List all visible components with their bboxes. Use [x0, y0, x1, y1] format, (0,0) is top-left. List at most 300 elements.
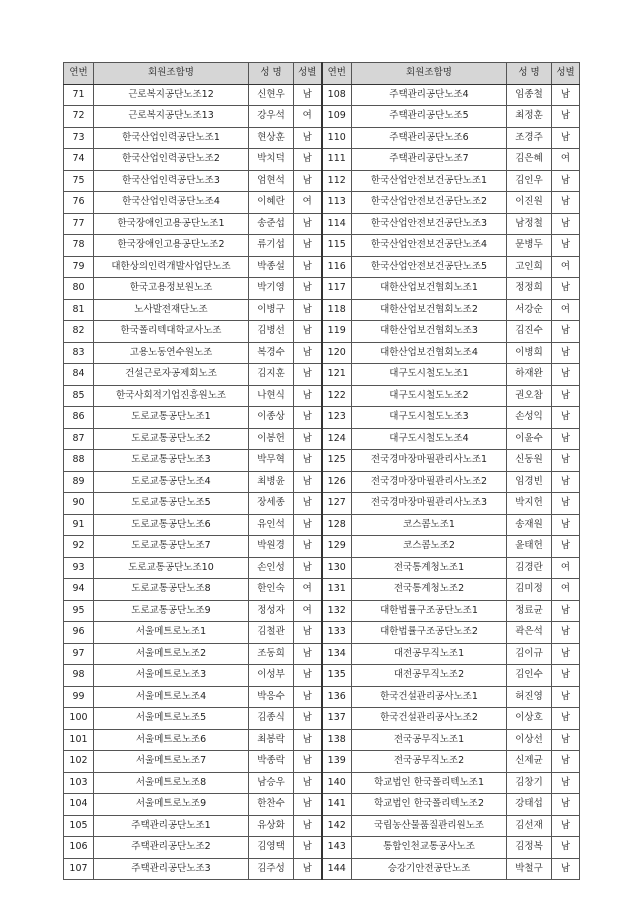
- cell-name: 유인석: [249, 514, 294, 536]
- cell-no: 79: [64, 256, 94, 278]
- table-row: [64, 321, 580, 343]
- cell-no: 94: [64, 579, 94, 601]
- cell-no: 114: [322, 213, 352, 235]
- cell-sex: 남: [294, 385, 322, 407]
- cell-sex: 남: [552, 837, 580, 859]
- cell-no: 131: [322, 579, 352, 601]
- cell-name: 이혜란: [249, 192, 294, 214]
- cell-name: 조경주: [507, 127, 552, 149]
- cell-no: 82: [64, 321, 94, 343]
- table-row: [64, 708, 580, 730]
- cell-sex: 남: [552, 127, 580, 149]
- cell-sex: 여: [552, 299, 580, 321]
- cell-name: 박종설: [249, 256, 294, 278]
- cell-sex: 남: [552, 493, 580, 515]
- cell-no: 109: [322, 106, 352, 128]
- cell-no: 78: [64, 235, 94, 257]
- cell-union: 대한산업보건협회노조4: [352, 342, 507, 364]
- cell-name: 고인희: [507, 256, 552, 278]
- cell-no: 74: [64, 149, 94, 171]
- cell-name: 정성자: [249, 600, 294, 622]
- cell-name: 박종락: [249, 751, 294, 773]
- cell-name: 김선재: [507, 815, 552, 837]
- header-sex: 성별: [294, 63, 322, 85]
- cell-no: 100: [64, 708, 94, 730]
- cell-sex: 남: [552, 342, 580, 364]
- cell-union: 도로교통공단노조6: [94, 514, 249, 536]
- cell-union: 전국공무직노조1: [352, 729, 507, 751]
- cell-sex: 여: [294, 106, 322, 128]
- cell-no: 112: [322, 170, 352, 192]
- cell-no: 123: [322, 407, 352, 429]
- cell-union: 한국산업안전보건공단노조5: [352, 256, 507, 278]
- cell-name: 정료균: [507, 600, 552, 622]
- cell-union: 대한산업보건협회노조3: [352, 321, 507, 343]
- cell-no: 99: [64, 686, 94, 708]
- header-name: 성 명: [249, 63, 294, 85]
- cell-name: 엄현석: [249, 170, 294, 192]
- cell-no: 83: [64, 342, 94, 364]
- cell-union: 한국폴리텍대학교사노조: [94, 321, 249, 343]
- cell-union: 대한산업보건협회노조2: [352, 299, 507, 321]
- cell-sex: 남: [294, 235, 322, 257]
- table-row: [64, 106, 580, 128]
- cell-union: 도로교통공단노조8: [94, 579, 249, 601]
- cell-name: 이종상: [249, 407, 294, 429]
- cell-name: 장세종: [249, 493, 294, 515]
- cell-name: 현상훈: [249, 127, 294, 149]
- cell-sex: 남: [294, 772, 322, 794]
- cell-name: 손인성: [249, 557, 294, 579]
- cell-no: 121: [322, 364, 352, 386]
- cell-union: 고용노동연수원노조: [94, 342, 249, 364]
- cell-union: 대한법률구조공단노조2: [352, 622, 507, 644]
- cell-no: 73: [64, 127, 94, 149]
- cell-no: 119: [322, 321, 352, 343]
- cell-no: 133: [322, 622, 352, 644]
- cell-sex: 남: [294, 471, 322, 493]
- cell-sex: 남: [294, 815, 322, 837]
- cell-sex: 남: [552, 772, 580, 794]
- cell-sex: 남: [294, 149, 322, 171]
- cell-name: 최정훈: [507, 106, 552, 128]
- cell-union: 한국사회적기업진흥원노조: [94, 385, 249, 407]
- table-row: [64, 407, 580, 429]
- cell-name: 박치덕: [249, 149, 294, 171]
- cell-sex: 남: [294, 278, 322, 300]
- cell-no: 115: [322, 235, 352, 257]
- cell-sex: 남: [552, 686, 580, 708]
- cell-name: 이윤수: [507, 428, 552, 450]
- table-row: [64, 536, 580, 558]
- cell-name: 곽은석: [507, 622, 552, 644]
- cell-no: 136: [322, 686, 352, 708]
- cell-sex: 남: [294, 127, 322, 149]
- cell-name: 신동원: [507, 450, 552, 472]
- cell-sex: 여: [552, 149, 580, 171]
- cell-name: 남승우: [249, 772, 294, 794]
- cell-no: 71: [64, 84, 94, 106]
- table-row: [64, 815, 580, 837]
- cell-no: 90: [64, 493, 94, 515]
- cell-sex: 남: [552, 84, 580, 106]
- cell-union: 코스콤노조1: [352, 514, 507, 536]
- cell-union: 대구도시철도노조2: [352, 385, 507, 407]
- cell-union: 도로교통공단노조10: [94, 557, 249, 579]
- cell-sex: 남: [294, 665, 322, 687]
- table-row: [64, 579, 580, 601]
- cell-no: 92: [64, 536, 94, 558]
- cell-name: 문병두: [507, 235, 552, 257]
- cell-name: 최병윤: [249, 471, 294, 493]
- cell-union: 한국산업안전보건공단노조3: [352, 213, 507, 235]
- cell-no: 106: [64, 837, 94, 859]
- cell-union: 대한산업보건협회노조1: [352, 278, 507, 300]
- cell-sex: 남: [294, 342, 322, 364]
- cell-name: 임경빈: [507, 471, 552, 493]
- cell-name: 서강순: [507, 299, 552, 321]
- table-header-row: [64, 63, 580, 85]
- cell-sex: 남: [294, 643, 322, 665]
- cell-union: 한국고용정보원노조: [94, 278, 249, 300]
- cell-no: 138: [322, 729, 352, 751]
- cell-union: 한국산업인력공단노조3: [94, 170, 249, 192]
- cell-no: 89: [64, 471, 94, 493]
- header-no: 연번: [322, 63, 352, 85]
- cell-sex: 남: [294, 493, 322, 515]
- cell-sex: 남: [552, 858, 580, 880]
- cell-name: 이병구: [249, 299, 294, 321]
- table-row: [64, 278, 580, 300]
- cell-no: 72: [64, 106, 94, 128]
- cell-no: 120: [322, 342, 352, 364]
- cell-no: 127: [322, 493, 352, 515]
- cell-union: 서울메트로노조3: [94, 665, 249, 687]
- cell-no: 132: [322, 600, 352, 622]
- cell-name: 나현식: [249, 385, 294, 407]
- cell-name: 김이규: [507, 643, 552, 665]
- cell-union: 주택관리공단노조1: [94, 815, 249, 837]
- cell-name: 박지헌: [507, 493, 552, 515]
- cell-no: 129: [322, 536, 352, 558]
- cell-union: 전국통계청노조1: [352, 557, 507, 579]
- cell-no: 104: [64, 794, 94, 816]
- cell-sex: 남: [294, 622, 322, 644]
- cell-sex: 남: [552, 471, 580, 493]
- cell-no: 95: [64, 600, 94, 622]
- cell-sex: 남: [552, 794, 580, 816]
- cell-union: 전국공무직노조2: [352, 751, 507, 773]
- cell-sex: 남: [294, 794, 322, 816]
- cell-sex: 남: [552, 170, 580, 192]
- cell-name: 김병선: [249, 321, 294, 343]
- cell-no: 84: [64, 364, 94, 386]
- cell-name: 강태섭: [507, 794, 552, 816]
- cell-name: 권오참: [507, 385, 552, 407]
- cell-sex: 남: [294, 321, 322, 343]
- cell-name: 한인숙: [249, 579, 294, 601]
- cell-no: 75: [64, 170, 94, 192]
- cell-union: 근로복지공단노조12: [94, 84, 249, 106]
- cell-no: 126: [322, 471, 352, 493]
- cell-name: 유상화: [249, 815, 294, 837]
- cell-name: 이병희: [507, 342, 552, 364]
- cell-sex: 남: [552, 708, 580, 730]
- cell-no: 117: [322, 278, 352, 300]
- cell-sex: 남: [552, 407, 580, 429]
- cell-union: 대한상의인력개발사업단노조: [94, 256, 249, 278]
- cell-union: 도로교통공단노조4: [94, 471, 249, 493]
- cell-sex: 남: [552, 514, 580, 536]
- table-row: [64, 127, 580, 149]
- cell-union: 서울메트로노조7: [94, 751, 249, 773]
- cell-no: 102: [64, 751, 94, 773]
- cell-union: 도로교통공단노조3: [94, 450, 249, 472]
- table-row: [64, 428, 580, 450]
- cell-sex: 남: [294, 514, 322, 536]
- cell-sex: 남: [294, 450, 322, 472]
- table-row: [64, 364, 580, 386]
- cell-name: 하재완: [507, 364, 552, 386]
- cell-no: 107: [64, 858, 94, 880]
- cell-name: 김경란: [507, 557, 552, 579]
- cell-union: 대전공무직노조1: [352, 643, 507, 665]
- cell-union: 주택관리공단노조5: [352, 106, 507, 128]
- cell-union: 서울메트로노조6: [94, 729, 249, 751]
- cell-name: 박기영: [249, 278, 294, 300]
- cell-union: 전국통계청노조2: [352, 579, 507, 601]
- cell-name: 이상호: [507, 708, 552, 730]
- cell-sex: 남: [552, 815, 580, 837]
- cell-no: 91: [64, 514, 94, 536]
- cell-no: 88: [64, 450, 94, 472]
- cell-union: 전국경마장마필관리사노조2: [352, 471, 507, 493]
- cell-name: 송준섭: [249, 213, 294, 235]
- cell-union: 주택관리공단노조7: [352, 149, 507, 171]
- cell-name: 박원경: [249, 536, 294, 558]
- table-row: [64, 256, 580, 278]
- cell-name: 김영택: [249, 837, 294, 859]
- cell-no: 76: [64, 192, 94, 214]
- cell-name: 손성익: [507, 407, 552, 429]
- cell-name: 김인우: [507, 170, 552, 192]
- table-row: [64, 149, 580, 171]
- cell-union: 학교법인 한국폴리텍노조2: [352, 794, 507, 816]
- cell-no: 143: [322, 837, 352, 859]
- cell-name: 이봉헌: [249, 428, 294, 450]
- cell-sex: 남: [294, 84, 322, 106]
- cell-sex: 남: [552, 192, 580, 214]
- cell-name: 김철관: [249, 622, 294, 644]
- cell-no: 142: [322, 815, 352, 837]
- cell-sex: 남: [552, 364, 580, 386]
- cell-union: 전국경마장마필관리사노조3: [352, 493, 507, 515]
- cell-union: 국립농산물품질관리원노조: [352, 815, 507, 837]
- cell-sex: 남: [552, 106, 580, 128]
- table-row: [64, 837, 580, 859]
- cell-no: 105: [64, 815, 94, 837]
- cell-no: 135: [322, 665, 352, 687]
- cell-no: 87: [64, 428, 94, 450]
- cell-union: 코스콤노조2: [352, 536, 507, 558]
- table-row: [64, 493, 580, 515]
- cell-sex: 남: [552, 536, 580, 558]
- cell-no: 113: [322, 192, 352, 214]
- cell-no: 128: [322, 514, 352, 536]
- member-union-table: [63, 62, 580, 880]
- cell-name: 김은혜: [507, 149, 552, 171]
- cell-no: 86: [64, 407, 94, 429]
- cell-name: 이진원: [507, 192, 552, 214]
- cell-union: 서울메트로노조5: [94, 708, 249, 730]
- cell-union: 서울메트로노조8: [94, 772, 249, 794]
- table-row: [64, 385, 580, 407]
- table-row: [64, 751, 580, 773]
- cell-union: 도로교통공단노조5: [94, 493, 249, 515]
- table-row: [64, 514, 580, 536]
- cell-name: 송재원: [507, 514, 552, 536]
- header-name: 성 명: [507, 63, 552, 85]
- cell-union: 대구도시철도노조4: [352, 428, 507, 450]
- cell-sex: 여: [294, 192, 322, 214]
- cell-no: 93: [64, 557, 94, 579]
- cell-union: 대한법률구조공단노조1: [352, 600, 507, 622]
- cell-union: 대전공무직노조2: [352, 665, 507, 687]
- cell-union: 주택관리공단노조4: [352, 84, 507, 106]
- cell-sex: 남: [552, 213, 580, 235]
- cell-name: 김창기: [507, 772, 552, 794]
- cell-union: 한국산업인력공단노조2: [94, 149, 249, 171]
- cell-union: 서울메트로노조9: [94, 794, 249, 816]
- cell-name: 김종식: [249, 708, 294, 730]
- cell-name: 한찬수: [249, 794, 294, 816]
- cell-sex: 남: [294, 407, 322, 429]
- table-row: [64, 600, 580, 622]
- cell-no: 96: [64, 622, 94, 644]
- cell-no: 103: [64, 772, 94, 794]
- table-row: [64, 84, 580, 106]
- table-row: [64, 643, 580, 665]
- cell-name: 신현우: [249, 84, 294, 106]
- cell-sex: 여: [552, 579, 580, 601]
- cell-sex: 남: [294, 837, 322, 859]
- table-row: [64, 170, 580, 192]
- cell-no: 139: [322, 751, 352, 773]
- cell-sex: 남: [294, 708, 322, 730]
- header-no: 연번: [64, 63, 94, 85]
- table-row: [64, 729, 580, 751]
- table-row: [64, 213, 580, 235]
- cell-name: 김주성: [249, 858, 294, 880]
- cell-name: 최봉락: [249, 729, 294, 751]
- cell-union: 도로교통공단노조9: [94, 600, 249, 622]
- cell-sex: 남: [552, 450, 580, 472]
- table-row: [64, 772, 580, 794]
- cell-sex: 여: [552, 256, 580, 278]
- cell-name: 박철구: [507, 858, 552, 880]
- cell-name: 이성부: [249, 665, 294, 687]
- cell-sex: 남: [294, 299, 322, 321]
- cell-sex: 남: [294, 729, 322, 751]
- cell-sex: 남: [552, 665, 580, 687]
- cell-union: 한국건설관리공사노조1: [352, 686, 507, 708]
- cell-name: 조동희: [249, 643, 294, 665]
- header-union: 회원조합명: [94, 63, 249, 85]
- cell-sex: 남: [294, 686, 322, 708]
- cell-no: 111: [322, 149, 352, 171]
- cell-no: 77: [64, 213, 94, 235]
- cell-union: 한국산업인력공단노조4: [94, 192, 249, 214]
- cell-union: 근로복지공단노조13: [94, 106, 249, 128]
- cell-sex: 남: [294, 213, 322, 235]
- cell-no: 98: [64, 665, 94, 687]
- cell-no: 97: [64, 643, 94, 665]
- cell-no: 122: [322, 385, 352, 407]
- header-sex: 성별: [552, 63, 580, 85]
- cell-sex: 남: [294, 364, 322, 386]
- cell-union: 통합인천교통공사노조: [352, 837, 507, 859]
- cell-no: 125: [322, 450, 352, 472]
- table-row: [64, 471, 580, 493]
- cell-name: 강우석: [249, 106, 294, 128]
- table-row: [64, 235, 580, 257]
- cell-no: 108: [322, 84, 352, 106]
- cell-no: 116: [322, 256, 352, 278]
- cell-sex: 남: [552, 428, 580, 450]
- cell-name: 이상선: [507, 729, 552, 751]
- cell-union: 서울메트로노조2: [94, 643, 249, 665]
- cell-name: 남정철: [507, 213, 552, 235]
- cell-sex: 여: [294, 579, 322, 601]
- cell-no: 80: [64, 278, 94, 300]
- cell-union: 전국경마장마필관리사노조1: [352, 450, 507, 472]
- cell-sex: 남: [552, 600, 580, 622]
- cell-no: 141: [322, 794, 352, 816]
- cell-union: 대구도시철도노조3: [352, 407, 507, 429]
- cell-name: 류기섭: [249, 235, 294, 257]
- cell-sex: 남: [294, 751, 322, 773]
- cell-sex: 남: [294, 536, 322, 558]
- cell-no: 140: [322, 772, 352, 794]
- cell-no: 110: [322, 127, 352, 149]
- cell-name: 김지훈: [249, 364, 294, 386]
- cell-union: 한국산업안전보건공단노조1: [352, 170, 507, 192]
- cell-union: 노사발전재단노조: [94, 299, 249, 321]
- cell-sex: 남: [294, 256, 322, 278]
- cell-union: 승강기안전공단노조: [352, 858, 507, 880]
- table-row: [64, 192, 580, 214]
- cell-sex: 남: [552, 643, 580, 665]
- cell-name: 김진수: [507, 321, 552, 343]
- cell-no: 124: [322, 428, 352, 450]
- cell-union: 도로교통공단노조7: [94, 536, 249, 558]
- cell-name: 윤태헌: [507, 536, 552, 558]
- cell-no: 81: [64, 299, 94, 321]
- table-row: [64, 299, 580, 321]
- cell-name: 김인수: [507, 665, 552, 687]
- cell-no: 134: [322, 643, 352, 665]
- cell-no: 118: [322, 299, 352, 321]
- cell-sex: 남: [294, 557, 322, 579]
- cell-name: 신제균: [507, 751, 552, 773]
- cell-no: 101: [64, 729, 94, 751]
- cell-name: 정정희: [507, 278, 552, 300]
- table-row: [64, 557, 580, 579]
- cell-sex: 남: [294, 170, 322, 192]
- cell-name: 김정복: [507, 837, 552, 859]
- cell-sex: 남: [552, 729, 580, 751]
- cell-union: 서울메트로노조4: [94, 686, 249, 708]
